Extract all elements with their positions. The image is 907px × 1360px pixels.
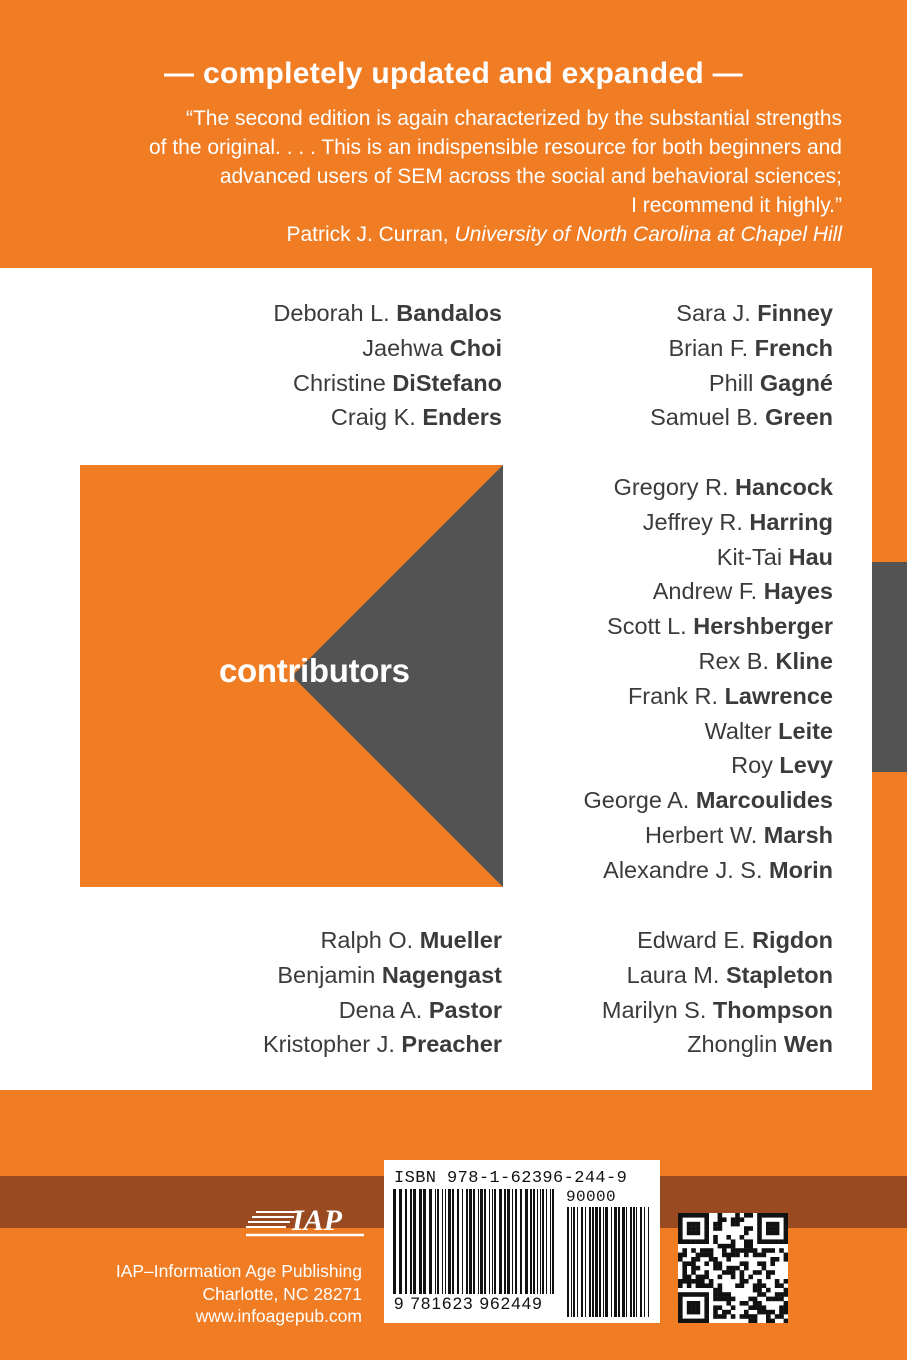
barcode-bar: [452, 1189, 454, 1299]
barcode-bar: [581, 1207, 583, 1317]
barcode-bar: [507, 1189, 510, 1299]
contributor-last-name: Hershberger: [693, 613, 833, 640]
contributors-label: contributors: [219, 652, 410, 689]
barcode-bar: [537, 1189, 538, 1299]
quote-line: “The second edition is again characterized by the substantial strengths: [185, 107, 842, 130]
contributor-last-name: DiStefano: [392, 369, 502, 396]
barcode-bar: [630, 1207, 632, 1317]
barcode-bar: [492, 1189, 493, 1299]
contributor-name: [584, 714, 833, 749]
barcode-bar: [413, 1189, 416, 1299]
contributor-last-name: Thompson: [712, 996, 833, 1023]
contributor-last-name: Enders: [422, 404, 502, 431]
contributor-first-name: Zhonglin: [687, 1031, 778, 1058]
contributor-last-name: Hau: [788, 543, 833, 570]
contributor-last-name: Choi: [449, 334, 502, 361]
barcode-bar: [530, 1189, 532, 1299]
contributor-first-name: Kristopher J.: [262, 1031, 395, 1058]
contributor-first-name: George A.: [583, 787, 690, 814]
barcode-bar: [614, 1207, 617, 1317]
contributor-name: [273, 400, 502, 435]
barcode-bar: [533, 1189, 535, 1299]
contributor-last-name: Morin: [769, 856, 833, 883]
contributor-first-name: Brian F.: [668, 334, 749, 361]
barcode-bar: [592, 1207, 594, 1317]
barcode-bar: [435, 1189, 436, 1299]
barcode-bar: [595, 1207, 598, 1317]
contributor-last-name: Lawrence: [724, 682, 833, 709]
side-tab: [872, 562, 907, 772]
barcode-bar: [478, 1189, 479, 1299]
publisher-location: Charlotte, NC 28271: [202, 1283, 362, 1304]
barcode-bar: [448, 1189, 451, 1299]
contributor-name: [602, 993, 833, 1028]
barcode-bar: [480, 1189, 483, 1299]
barcode-bar: [405, 1189, 407, 1299]
quote-line: of the original. . . . This is an indispensible resource for both beginners and: [148, 136, 842, 159]
contributor-first-name: Samuel B.: [650, 404, 759, 431]
contributor-last-name: Stapleton: [725, 961, 833, 988]
contributor-first-name: Phill: [708, 369, 754, 396]
barcode-bar: [515, 1189, 517, 1299]
contributor-first-name: Benjamin: [277, 961, 376, 988]
endorsement-quote: [42, 104, 842, 249]
barcode-bar: [445, 1189, 446, 1299]
contributors-column-top-left: [273, 296, 502, 435]
quote-line: advanced users of SEM across the social and behavioral sciences;: [219, 165, 842, 188]
barcode-bar: [618, 1207, 620, 1317]
isbn-label: ISBN 978-1-62396-244-9: [394, 1169, 628, 1188]
contributors-column-bottom-left: [263, 923, 502, 1062]
contributor-last-name: Gagné: [759, 369, 833, 396]
contributors-column-top-right: [650, 296, 833, 435]
contributor-name: [263, 1027, 502, 1062]
contributor-name: [584, 470, 833, 505]
contributor-first-name: Scott L.: [607, 613, 687, 640]
barcode-bar: [462, 1189, 463, 1299]
barcode-bar: [636, 1207, 637, 1317]
contributor-name: [263, 993, 502, 1028]
barcode-bar: [393, 1189, 396, 1299]
barcode-bar: [457, 1189, 459, 1299]
iap-logo: [246, 1203, 364, 1237]
contributor-first-name: Christine: [293, 369, 386, 396]
barcode-bar: [550, 1189, 551, 1299]
quote-author: Patrick J. Curran,: [286, 223, 449, 246]
contributor-name: [584, 748, 833, 783]
price-code: 90000: [566, 1188, 617, 1206]
barcode-bar: [546, 1189, 547, 1299]
contributor-name: [584, 783, 833, 818]
tagline: — completely updated and expanded —: [164, 57, 743, 90]
contributor-first-name: Edward E.: [637, 927, 746, 953]
barcode-bar: [410, 1189, 412, 1299]
contributor-last-name: Leite: [778, 717, 833, 744]
barcode-bar: [589, 1207, 591, 1317]
barcode-bar: [603, 1207, 604, 1317]
contributor-name: [584, 679, 833, 714]
iap-logo-text: IAP: [292, 1204, 343, 1237]
barcode-bar: [437, 1189, 439, 1299]
barcode-bar: [552, 1189, 554, 1299]
barcode-bar: [442, 1189, 443, 1299]
contributor-last-name: Kline: [775, 647, 833, 674]
barcode-bar: [512, 1189, 513, 1299]
barcode-bar: [599, 1207, 601, 1317]
contributor-name: [650, 366, 833, 401]
quote-line: I recommend it highly.”: [631, 194, 842, 217]
barcode-bar: [573, 1207, 575, 1317]
barcode-bar: [489, 1189, 490, 1299]
barcode-bar: [542, 1189, 544, 1299]
contributor-name: [602, 958, 833, 993]
contributor-last-name: French: [754, 334, 833, 361]
quote-attribution: [42, 220, 842, 249]
contributor-first-name: Marilyn S.: [601, 996, 707, 1023]
contributor-first-name: Ralph O.: [320, 927, 414, 953]
barcode-bar: [419, 1189, 422, 1299]
barcode-bar: [466, 1189, 468, 1299]
contributor-name: [584, 644, 833, 679]
contributor-name: [263, 923, 502, 958]
barcode-bar: [577, 1207, 578, 1317]
barcode-bar: [585, 1207, 586, 1317]
publisher-website: www.infoagepub.com: [195, 1306, 362, 1326]
contributor-name: [273, 331, 502, 366]
barcode-bar: [633, 1207, 635, 1317]
contributor-last-name: Wen: [783, 1031, 833, 1058]
ean-digits: 9 781623 962449: [392, 1294, 558, 1314]
contributor-last-name: Green: [765, 404, 833, 431]
contributor-name: [584, 574, 833, 609]
contributor-name: [602, 923, 833, 958]
barcode-bar: [494, 1189, 496, 1299]
contributor-first-name: Andrew F.: [652, 578, 758, 605]
publisher-info: [116, 1260, 362, 1328]
contributor-first-name: Laura M.: [626, 961, 720, 988]
contributor-first-name: Kit-Tai: [716, 543, 783, 570]
contributor-name: [584, 853, 833, 888]
contributor-last-name: Hancock: [735, 474, 833, 500]
contributor-last-name: Levy: [779, 752, 833, 779]
barcode-bar: [429, 1189, 432, 1299]
barcode-bar: [567, 1207, 569, 1317]
barcode-bar: [504, 1189, 506, 1299]
contributor-last-name: Finney: [757, 300, 833, 326]
contributor-first-name: Craig K.: [330, 404, 416, 431]
contributor-first-name: Frank R.: [627, 682, 719, 709]
contributor-name: [263, 958, 502, 993]
contributor-last-name: Bandalos: [396, 300, 502, 326]
isbn-barcode: [392, 1189, 556, 1299]
barcode-bar: [499, 1189, 502, 1299]
barcode-bar: [605, 1207, 608, 1317]
barcode-bar: [644, 1207, 645, 1317]
contributor-name: [584, 540, 833, 575]
barcode-bar: [571, 1207, 572, 1317]
barcode-bar: [469, 1189, 472, 1299]
barcode-bar: [399, 1189, 402, 1299]
contributor-name: [650, 331, 833, 366]
contributor-name: [584, 505, 833, 540]
quote-institution: University of North Carolina at Chapel Hill: [454, 223, 842, 246]
qr-code: [678, 1213, 788, 1323]
barcode-bar: [622, 1207, 625, 1317]
barcode-bar: [520, 1189, 522, 1299]
contributor-name: [650, 400, 833, 435]
contributor-last-name: Nagengast: [381, 961, 502, 988]
contributor-last-name: Rigdon: [752, 927, 833, 953]
contributors-column-bottom-right: [602, 923, 833, 1062]
contributor-first-name: Walter: [704, 717, 772, 744]
barcode-bar: [473, 1189, 475, 1299]
contributors-column-middle-right: [584, 470, 833, 888]
contributor-name: [584, 609, 833, 644]
contributor-last-name: Preacher: [401, 1031, 502, 1058]
contributor-last-name: Marsh: [763, 821, 833, 848]
contributor-first-name: Herbert W.: [644, 821, 758, 848]
contributor-first-name: Sara J.: [676, 300, 751, 326]
contributor-first-name: Rex B.: [698, 647, 769, 674]
contributor-last-name: Marcoulides: [695, 787, 833, 814]
contributor-name: [273, 296, 502, 331]
contributor-first-name: Dena A.: [338, 996, 423, 1023]
contributor-last-name: Pastor: [428, 996, 502, 1023]
contributor-name: [584, 818, 833, 853]
barcode-bar: [611, 1207, 612, 1317]
contributor-last-name: Mueller: [419, 927, 502, 953]
contributor-first-name: Gregory R.: [613, 474, 729, 500]
contributor-last-name: Hayes: [763, 578, 833, 605]
barcode-bar: [626, 1207, 627, 1317]
contributor-first-name: Alexandre J. S.: [603, 856, 763, 883]
barcode-bar: [640, 1207, 642, 1317]
barcode-bar: [423, 1189, 426, 1299]
barcode-bar: [540, 1189, 541, 1299]
contributor-first-name: Deborah L.: [273, 300, 390, 326]
contributor-name: [273, 366, 502, 401]
contributor-last-name: Harring: [749, 508, 833, 535]
barcode-bar: [525, 1189, 528, 1299]
publisher-name: IAP–Information Age Publishing: [115, 1261, 362, 1281]
price-barcode: [566, 1207, 654, 1317]
contributor-first-name: Roy: [731, 752, 773, 779]
contributor-name: [650, 296, 833, 331]
contributor-name: [602, 1027, 833, 1062]
contributor-first-name: Jeffrey R.: [642, 508, 743, 535]
barcode-bar: [484, 1189, 486, 1299]
contributor-first-name: Jaehwa: [362, 334, 444, 361]
barcode-bar: [648, 1207, 649, 1317]
